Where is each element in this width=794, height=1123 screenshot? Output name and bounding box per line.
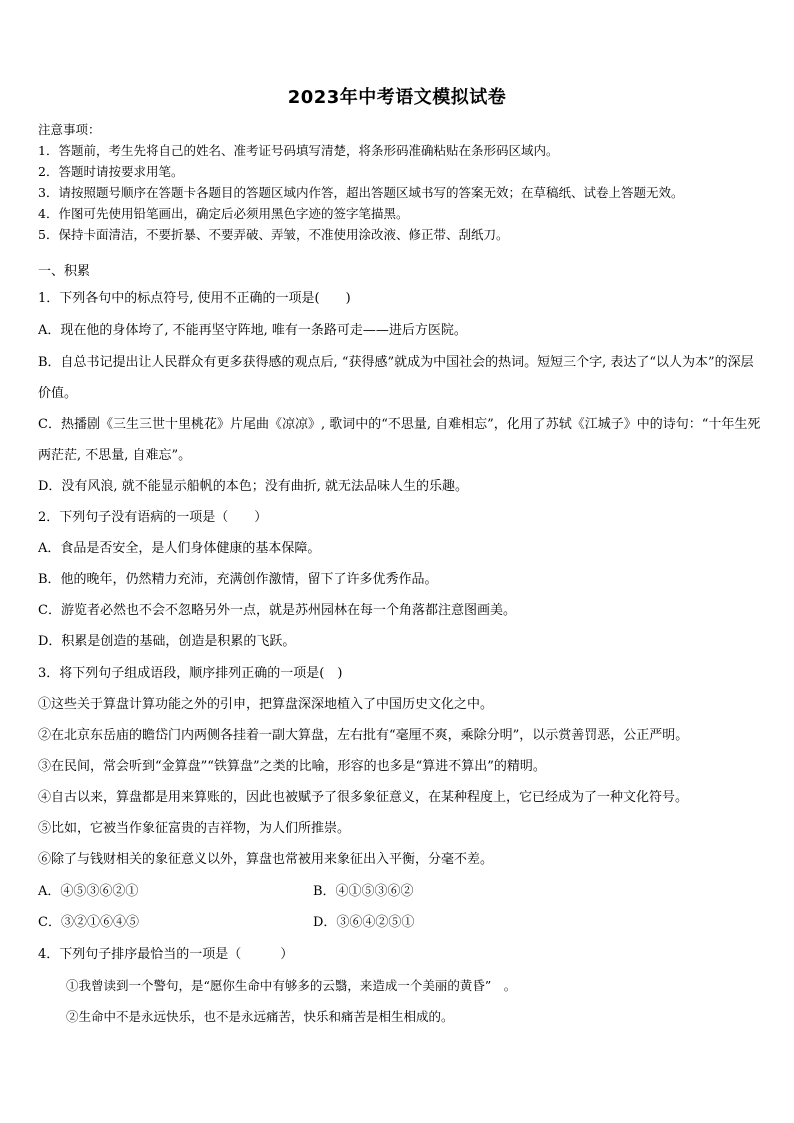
question-3-option-b: B．④①⑤③⑥② — [313, 884, 414, 899]
question-3-sentence: ①这些关于算盘计算功能之外的引申，把算盘深深地植入了中国历史文化之中。 — [38, 697, 494, 712]
question-3-stem: 3．将下列句子组成语段，顺序排列正确的一项是( ) — [38, 666, 343, 681]
question-3-sentence: ③在民间，常会听到“金算盘”“铁算盘”之类的比喻，形容的也多是“算进不算出”的精明。 — [38, 759, 546, 774]
question-3-sentence: ④自古以来，算盘都是用来算账的，因此也被赋予了很多象征意义，在某种程度上，它已经成为了一种文化符号。 — [38, 790, 689, 805]
question-4-stem: 4．下列句子排序最恰当的一项是（ ） — [38, 947, 294, 962]
question-1-option-a: A．现在他的身体垮了, 不能再坚守阵地, 唯有一条路可走——进后方医院。 — [38, 323, 467, 338]
question-2-stem: 2．下列句子没有语病的一项是（ ） — [38, 510, 268, 525]
question-2-option-b: B．他的晚年，仍然精力充沛，充满创作激情，留下了许多优秀作品。 — [38, 572, 438, 587]
notice-item: 1．答题前，考生先将自己的姓名、准考证号码填写清楚，将条形码准确粘贴在条形码区域内。 — [38, 143, 559, 158]
page-title: 2023年中考语文模拟试卷 — [287, 87, 507, 108]
notice-item: 4．作图可先使用铅笔画出，确定后必须用黑色字迹的签字笔描黑。 — [38, 206, 409, 221]
question-4-sentence: ②生命中不是永远快乐，也不是永远痛苦，快乐和痛苦是相生相成的。 — [66, 1009, 454, 1024]
question-3-option-c: C．③②①⑥④⑤ — [38, 915, 139, 930]
notice-heading: 注意事项： — [38, 122, 101, 137]
question-3-sentence: ⑤比如，它被当作象征富贵的吉祥物，为人们所推崇。 — [38, 821, 351, 836]
notice-section — [38, 119, 768, 245]
question-1-option-d: D．没有风浪, 就不能显示船帆的本色；没有曲折, 就无法品味人生的乐趣。 — [38, 479, 468, 494]
notice-item: 5．保持卡面清洁，不要折暴、不要弄破、弄皱，不准使用涂改液、修正带、刮纸刀。 — [38, 227, 509, 242]
section-heading: 一、积累 — [38, 264, 91, 279]
question-3-option-a: A．④⑤③⑥②① — [38, 884, 139, 899]
question-2-option-c: C．游览者必然也不会不忽略另外一点，就是苏州园林在每一个角落都注意图画美。 — [38, 603, 516, 618]
notice-item: 2．答题时请按要求用笔。 — [38, 164, 184, 179]
question-1-option-c: C．热播剧《三生三世十里桃花》片尾曲《凉凉》, 歌词中的“不思量, 自难相忘”，化用了苏轼《江城子》中的诗句：“十年生死两茫茫, 不思量, 自难忘”。 — [38, 417, 761, 463]
question-1-option-b: B．自总书记提出让人民群众有更多获得感的观点后, “获得感”就成为中国社会的热词。短短三个字, 表达了“以人为本”的深层价值。 — [38, 355, 754, 401]
question-2-option-a: A．食品是否安全，是人们身体健康的基本保障。 — [38, 541, 321, 556]
question-3-sentence: ②在北京东岳庙的瞻岱门内两侧各挂着一副大算盘，左右批有“毫厘不爽，乘除分明”，以示赏善罚恶，公正严明。 — [38, 728, 689, 743]
question-4-sentence: ①我曾读到一个警句，是“愿你生命中有够多的云翳，来造成一个美丽的黄昏” 。 — [66, 978, 517, 993]
question-3-option-d: D．③⑥④②⑤① — [313, 915, 415, 930]
question-1-stem: 1．下列各句中的标点符号, 使用不正确的一项是( ) — [38, 291, 351, 306]
question-3-sentence: ⑥除了与钱财相关的象征意义以外，算盘也常被用来象征出入平衡，分毫不差。 — [38, 852, 494, 867]
notice-item: 3．请按照题号顺序在答题卡各题目的答题区域内作答，超出答题区域书写的答案无效；在草稿纸、试卷上答题无效。 — [38, 185, 684, 200]
question-2-option-d: D．积累是创造的基础，创造是积累的飞跃。 — [38, 634, 296, 649]
